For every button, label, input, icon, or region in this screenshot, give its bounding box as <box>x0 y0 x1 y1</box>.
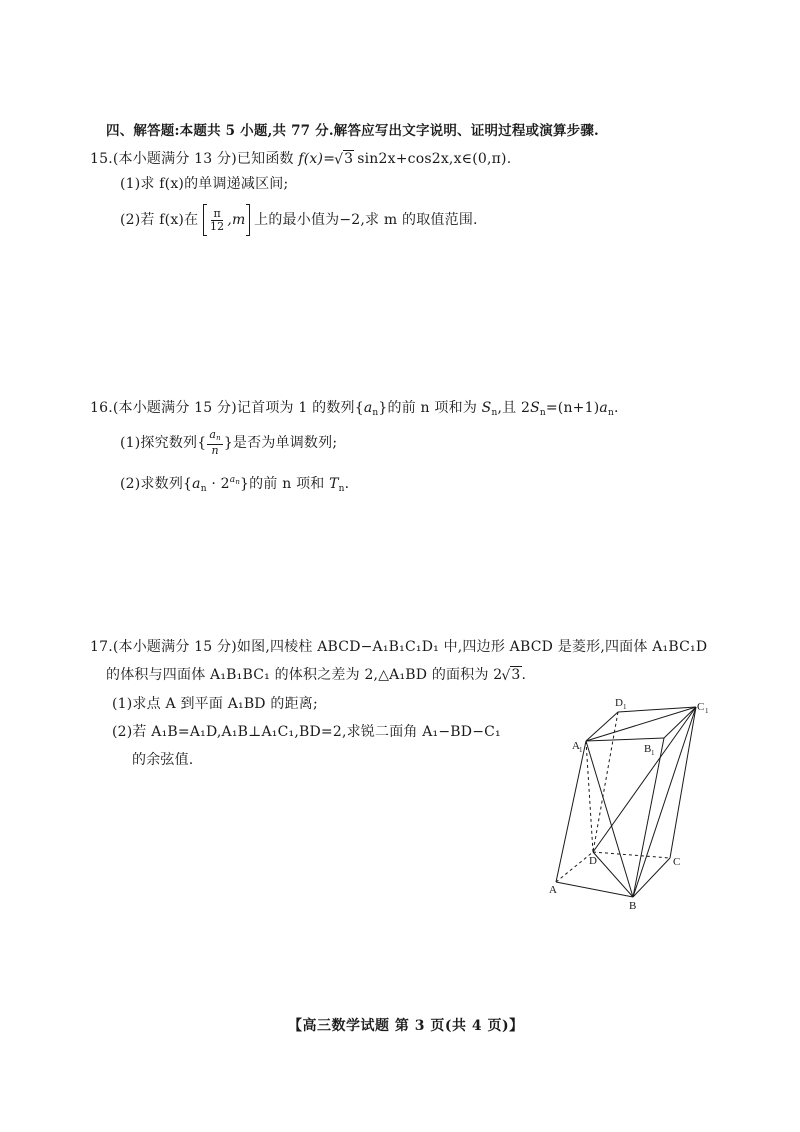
q15-score: (本小题满分 13 分) <box>112 151 237 167</box>
q16-score: (本小题满分 15 分) <box>112 400 237 416</box>
q16-a: a <box>363 400 373 416</box>
segment-A1-B <box>586 741 633 897</box>
q17-part2-line2: 的余弦值. <box>132 752 194 768</box>
edge-A1-B1 <box>586 738 664 741</box>
label-B1: B <box>644 743 652 755</box>
q16-stem-c: ,且 2 <box>497 400 531 416</box>
q16-T: T <box>329 476 339 492</box>
q15-cos2x: cos2x <box>407 151 449 167</box>
edge-C-C1 <box>670 707 696 858</box>
segment-D-C1 <box>593 707 696 852</box>
q16-exp-a-sub: n <box>235 478 241 486</box>
q16-stem <box>90 398 619 423</box>
q16-frac-a-sub: n <box>216 434 221 442</box>
q15-fraction-pi-12 <box>208 208 226 233</box>
segment-C1-B <box>633 707 696 897</box>
q17-stem-line2 <box>106 665 526 685</box>
q16-frac-a: a <box>209 428 217 441</box>
q16-a2-sub: n <box>607 408 614 418</box>
q15-eq: = <box>323 151 336 167</box>
label-A1-sub: 1 <box>579 746 583 754</box>
q16-number: 16. <box>90 400 113 416</box>
q15-sqrt3-radicand: 3 <box>344 151 354 167</box>
q17-number: 17. <box>90 639 113 655</box>
q16-part1-prefix: (1)探究数列{ <box>120 435 207 451</box>
q16-exp-a: a <box>229 475 236 485</box>
q16-part2-mid: · 2 <box>206 476 230 492</box>
q16-S: S <box>481 400 492 416</box>
q15-stem-prefix: 已知函数 <box>236 151 299 167</box>
q15-plus: + <box>395 151 408 167</box>
q15-part1: (1)求 f(x)的单调递减区间; <box>120 176 289 192</box>
segment-A1-D-hidden <box>586 741 593 852</box>
q15-number: 15. <box>90 151 113 167</box>
q15-part2-suffix: 上的最小值为−2,求 m 的取值范围. <box>254 212 478 228</box>
section-title: 四、解答题:本题共 5 小题,共 77 分.解答应写出文字说明、证明过程或演算步骤. <box>106 123 599 139</box>
q16-part1 <box>120 428 337 458</box>
label-D: D <box>589 855 597 867</box>
label-A1: A <box>572 740 580 752</box>
label-C1: C <box>697 701 705 713</box>
q15-part2-prefix: (2)若 f(x)在 <box>120 212 199 228</box>
q15-domain: ,x∈(0,π). <box>448 151 512 167</box>
q16-S2: S <box>530 400 540 416</box>
q16-exponent <box>230 475 240 485</box>
q15-sin2x: sin2x <box>357 151 396 167</box>
q16-part2-suffix: }的前 n 项和 <box>240 476 330 492</box>
q17-score: (本小题满分 15 分) <box>112 639 237 655</box>
label-A: A <box>549 884 557 896</box>
label-D1-sub: 1 <box>623 703 627 711</box>
q16-part2-end: . <box>344 476 350 492</box>
q16-T-sub: n <box>338 484 345 494</box>
q15-interval-bracket <box>203 205 250 235</box>
q17-part2-line1: (2)若 A₁B=A₁D,A₁B⊥A₁C₁,BD=2,求锐二面角 A₁−BD−C₁ <box>112 724 501 740</box>
q16-fraction-an-n <box>207 429 222 457</box>
q16-stem-a: 记首项为 1 的数列{ <box>236 400 364 416</box>
q16-S-sub: n <box>491 408 498 418</box>
page-footer: 【高三数学试题 第 3 页(共 4 页)】 <box>288 1018 524 1034</box>
edge-D1-C1 <box>618 707 696 712</box>
q16-part1-suffix: }是否为单调数列; <box>223 435 338 451</box>
label-C1-sub: 1 <box>705 707 709 715</box>
edge-A-A1 <box>556 741 586 882</box>
q16-part2 <box>120 470 349 499</box>
q17-figure-prism <box>540 690 725 915</box>
q16-S2-sub: n <box>539 408 546 418</box>
label-B1-sub: 1 <box>651 749 655 757</box>
segment-A1-C1 <box>586 707 696 741</box>
q17-line2-text: 的体积与四面体 A₁B₁BC₁ 的体积之差为 2,△A₁BD 的面积为 2 <box>106 667 503 683</box>
q17-line2-end: . <box>521 667 527 683</box>
q16-a2: a <box>599 400 608 416</box>
edge-B-C <box>633 858 670 897</box>
q16-frac-den: n <box>211 444 219 457</box>
q17-sqrt3-radicand: 3 <box>511 667 521 683</box>
q16-part2-prefix: (2)求数列{ <box>120 476 193 492</box>
edge-D-D1-hidden <box>593 712 618 852</box>
q15-interval-m: ,m <box>227 212 246 228</box>
q16-stem-end: . <box>613 400 619 416</box>
q15-fx: f(x) <box>298 151 324 167</box>
q16-part2-a-sub: n <box>200 484 207 494</box>
q16-stem-d: =(n+1) <box>545 400 600 416</box>
q17-part1: (1)求点 A 到平面 A₁BD 的距离; <box>112 696 318 712</box>
label-B: B <box>629 900 637 912</box>
q16-a-sub: n <box>372 408 379 418</box>
q15-frac-den: 12 <box>209 219 225 233</box>
q16-part2-a: a <box>192 476 201 492</box>
q17-sqrt3 <box>502 667 521 683</box>
q16-frac-num <box>207 429 222 445</box>
q15-part2 <box>120 204 478 236</box>
q16-stem-b: }的前 n 项和为 <box>378 400 482 416</box>
q17-line1-text: 如图,四棱柱 ABCD−A₁B₁C₁D₁ 中,四边形 ABCD 是菱形,四面体 A₁BC₁D <box>236 639 708 655</box>
label-C: C <box>673 856 681 868</box>
q17-stem-line1 <box>90 637 707 657</box>
q15-frac-num: π <box>213 206 221 220</box>
q15-stem <box>90 149 511 169</box>
edge-D-C-hidden <box>593 852 670 858</box>
q15-sqrt3 <box>335 151 354 167</box>
label-D1: D <box>615 697 623 709</box>
